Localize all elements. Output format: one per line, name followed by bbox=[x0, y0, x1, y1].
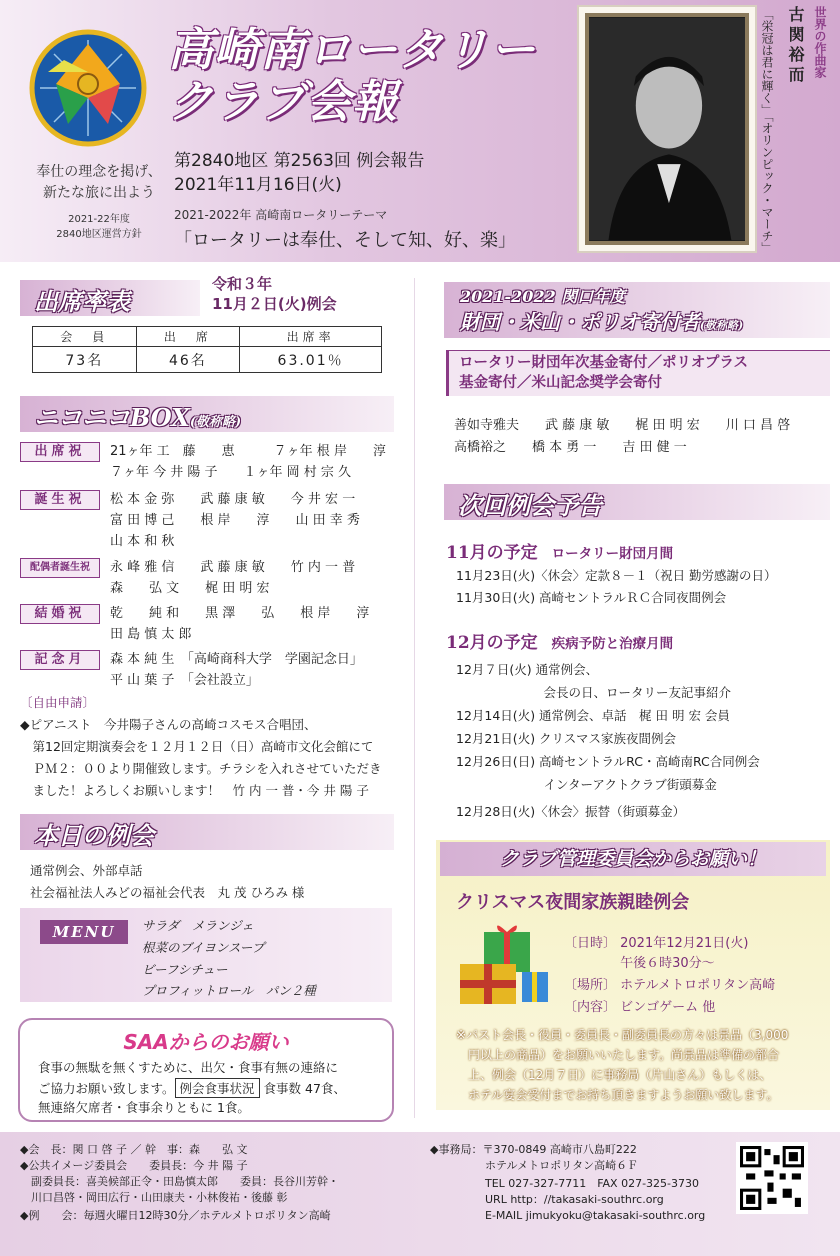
column-divider bbox=[414, 278, 415, 1118]
donor-list: 高橋裕之 橋 本 勇 一 吉 田 健 一 bbox=[454, 440, 687, 455]
category-tag: 記念月 bbox=[20, 650, 100, 670]
request-note: 円以上の商品）をお願いいたします。尚景品は準備の都合 bbox=[456, 1048, 780, 1062]
attendance-date-line: 令和３年 bbox=[212, 275, 273, 293]
footer-line: ◆公共イメージ委員会 委員長：今 井 陽 子 bbox=[20, 1159, 248, 1172]
composer-portrait bbox=[577, 5, 757, 253]
table-header: 出 席 bbox=[136, 327, 240, 347]
category-tag: 結婚祝 bbox=[20, 604, 100, 624]
today-line: 通常例会、外部卓話 bbox=[30, 863, 143, 878]
report-number: 第2840地区 第2563回 例会報告 bbox=[174, 151, 425, 171]
event-place: 〔場所〕 ホテルメトロポリタン高崎 bbox=[564, 978, 776, 993]
category-tag: 配偶者誕生祝 bbox=[20, 558, 100, 578]
report-date: 2021年11月16日(火) bbox=[174, 175, 342, 195]
saa-title: SAAからのお願い bbox=[123, 1030, 289, 1054]
foundation-box-line: 基金寄付／米山記念奨学会寄付 bbox=[459, 375, 662, 391]
foundation-title: 2021-2022 関口年度 bbox=[460, 287, 626, 306]
list-item: 平 山 葉 子 「会社設立」 bbox=[110, 673, 259, 688]
schedule-item: 11月30日(火) 高崎セントラルＲＣ合同夜間例会 bbox=[456, 590, 727, 605]
title-line: 高崎南ロータリー bbox=[168, 23, 537, 76]
list-item: 田 島 慎 太 郎 bbox=[110, 627, 192, 642]
attendance-date-line: 11月２日(火)例会 bbox=[212, 295, 337, 313]
list-item: 富 田 博 己 根 岸 淳 山 田 幸 秀 bbox=[110, 513, 360, 528]
self-request-line: ました！よろしくお願いします！ 竹 内 一 普・今 井 陽 子 bbox=[20, 783, 369, 798]
self-request-line: 第12回定期演奏会を１２月１２日（日）高崎市文化会館にて bbox=[20, 739, 374, 754]
next-header bbox=[444, 484, 830, 520]
qr-code-pattern bbox=[740, 1146, 804, 1210]
month-title: 11月の予定 bbox=[446, 543, 538, 563]
header bbox=[0, 0, 840, 262]
footer-line: 副委員長：喜美候部正令・田島慎太郎 委員：長谷川芳幹・ bbox=[20, 1175, 339, 1188]
menu-box bbox=[20, 908, 392, 1002]
category-tag: 誕生祝 bbox=[20, 490, 100, 510]
self-request-line: ＰＭ２：００より開催致します。チラシを入れさせていただき bbox=[20, 761, 382, 776]
request-note: 上、例会（12月７日）に事務局（片山さん）もしくは、 bbox=[456, 1068, 772, 1082]
footer-line: TEL 027-327-7711 FAX 027-325-3730 bbox=[430, 1177, 700, 1190]
table-row bbox=[33, 347, 382, 373]
schedule-item: 12月14日(火) 通常例会、卓話 梶 田 明 宏 会員 bbox=[456, 708, 730, 723]
list-item: 永 峰 雅 信 武 藤 康 敏 竹 内 一 普 bbox=[110, 560, 356, 575]
page-title bbox=[168, 24, 536, 128]
event-content: 〔内容〕 ビンゴゲーム 他 bbox=[564, 1000, 716, 1015]
footer-line: ◆例 会：毎週火曜日12時30分／ホテルメトロポリタン高崎 bbox=[20, 1209, 331, 1222]
schedule-item: 11月23日(火)〈休会〉定款８－１（祝日 勤労感謝の日） bbox=[456, 568, 777, 583]
foundation-box bbox=[446, 350, 830, 396]
attendance-header bbox=[20, 280, 200, 316]
attendance-table bbox=[32, 326, 382, 373]
table-cell: 63.01％ bbox=[240, 347, 382, 373]
next-title: 次回例会予告 bbox=[458, 491, 602, 520]
list-item: 乾 純 和 黒 澤 弘 根 岸 淳 bbox=[110, 606, 370, 621]
footer-line: ◆事務局：〒370-0849 高崎市八島町222 bbox=[430, 1143, 637, 1156]
table-header: 会 員 bbox=[33, 327, 137, 347]
event-date: 〔日時〕 2021年12月21日(火) bbox=[564, 936, 749, 951]
title-line: クラブ会報 bbox=[168, 75, 399, 128]
footer-line: E-MAIL jimukyoku@takasaki-southrc.org bbox=[430, 1209, 706, 1222]
composer-works bbox=[760, 8, 774, 254]
motto-line: 奉仕の理念を掲げ、 bbox=[36, 164, 162, 180]
theme: 「ロータリーは奉仕、そして知、好、楽」 bbox=[174, 230, 516, 251]
footer-line: ホテルメトロポリタン高崎６Ｆ bbox=[430, 1159, 639, 1172]
table-cell: 73名 bbox=[33, 347, 137, 373]
footer-line: 川口昌啓・岡田広行・山田康夫・小林俊祐・後藤 彰 bbox=[20, 1191, 288, 1204]
list-item: 森 本 純 生 「高崎商科大学 学園記念日」 bbox=[110, 652, 363, 667]
composer-work: 「栄冠は君に輝く」 bbox=[760, 8, 774, 116]
gift-box-icon bbox=[454, 922, 554, 1008]
schedule-item: 12月７日(火) 通常例会、 bbox=[456, 662, 599, 677]
saa-box bbox=[18, 1018, 394, 1122]
list-item: 森 弘 文 梶 田 明 宏 bbox=[110, 581, 270, 596]
list-item: ７ヶ年 今 井 陽 子 １ヶ年 岡 村 宗 久 bbox=[110, 465, 352, 480]
meal-status-box: 例会食事状況 bbox=[175, 1078, 260, 1098]
request-subtitle: クリスマス夜間家族親睦例会 bbox=[456, 892, 690, 913]
saa-line: 無連絡欠席者・食事余りともに 1食。 bbox=[38, 1100, 250, 1115]
menu-item: プロフィットロール パン２種 bbox=[142, 983, 316, 998]
saa-line bbox=[38, 1078, 346, 1098]
foundation-header bbox=[444, 282, 830, 338]
today-header bbox=[20, 814, 394, 850]
month-theme: ロータリー財団月間 bbox=[551, 546, 674, 562]
december-heading bbox=[446, 628, 673, 653]
table-header: 出席率 bbox=[240, 327, 382, 347]
month-theme: 疾病予防と治療月間 bbox=[551, 636, 674, 652]
niko-header bbox=[20, 396, 394, 432]
saa-line: 食事の無駄を無くすために、出欠・食事有無の連絡に bbox=[38, 1060, 339, 1075]
person-silhouette-icon bbox=[589, 17, 745, 241]
request-note: ホテル宴会受付までお持ち頂きますようお願い致します。 bbox=[456, 1088, 779, 1102]
niko-title-text: ニコニコBOX bbox=[34, 403, 190, 432]
donor-list: 善如寺雅夫 武 藤 康 敏 梶 田 明 宏 川 口 昌 啓 bbox=[454, 418, 791, 433]
menu-item: 根菜のブイヨンスープ bbox=[142, 940, 265, 955]
motto-line: 新たな旅に出よう bbox=[43, 185, 155, 201]
schedule-item: 12月26日(日) 高崎セントラルRC・高崎南RC合同例会 bbox=[456, 754, 760, 769]
niko-title bbox=[34, 398, 241, 433]
theme-label: 2021-2022年 高崎南ロータリーテーマ bbox=[174, 208, 388, 222]
foundation-box-line: ロータリー財団年次基金寄付／ポリオプラス bbox=[459, 355, 748, 371]
november-heading bbox=[446, 538, 673, 563]
table-cell: 46名 bbox=[136, 347, 240, 373]
footer-line: ◆会 長：関 口 啓 子 ／ 幹 事：森 弘 文 bbox=[20, 1143, 248, 1156]
attendance-title: 出席率表 bbox=[34, 287, 130, 316]
motto-sub bbox=[14, 212, 184, 242]
list-item: 山 本 和 秋 bbox=[110, 534, 175, 549]
request-note: ※パスト会長・役員・委員長・副委員長の方々は景品（3,000 bbox=[456, 1028, 789, 1042]
foundation-subtitle bbox=[460, 306, 743, 335]
menu-item: サラダ メランジェ bbox=[142, 918, 254, 933]
saa-text: 食事数 47食、 bbox=[263, 1081, 346, 1096]
self-request-line: ◆ピアニスト 今井陽子さんの高崎コスモス合唱団、 bbox=[20, 717, 317, 732]
saa-text: ご協力お願い致します。 bbox=[38, 1081, 175, 1096]
list-item: 21ヶ年 工 藤 恵 ７ヶ年 根 岸 淳 bbox=[110, 444, 386, 459]
schedule-item: 12月21日(火) クリスマス家族夜間例会 bbox=[456, 731, 677, 746]
composer-name: 古関裕而 bbox=[786, 6, 805, 86]
portrait-photo bbox=[585, 13, 749, 245]
event-time: 午後６時30分～ bbox=[564, 956, 715, 971]
today-title: 本日の例会 bbox=[34, 821, 154, 850]
qr-code-icon bbox=[736, 1142, 808, 1214]
composer-tag: 世界の作曲家 bbox=[813, 6, 827, 78]
schedule-item: 会長の日、ロータリー友記事紹介 bbox=[456, 685, 732, 700]
month-title: 12月の予定 bbox=[446, 633, 538, 653]
motto-sub-line: 2840地区運営方針 bbox=[56, 229, 142, 240]
motto bbox=[14, 162, 184, 204]
request-title: クラブ管理委員会からお願い！ bbox=[440, 842, 826, 876]
schedule-item: インターアクトクラブ街頭募金 bbox=[456, 777, 717, 792]
niko-title-suffix: (敬称略) bbox=[189, 415, 242, 430]
category-tag: 出席祝 bbox=[20, 442, 100, 462]
attendance-date bbox=[212, 274, 337, 314]
menu-label: MENU bbox=[40, 920, 128, 944]
footer bbox=[0, 1132, 840, 1256]
self-request-label: 〔自由申請〕 bbox=[20, 695, 96, 710]
rotary-crane-logo-icon bbox=[24, 24, 152, 152]
composer-work: 「オリンピック・マーチ」 bbox=[760, 116, 774, 254]
request-panel bbox=[436, 840, 830, 1110]
footer-line: URL http：//takasaki-southrc.org bbox=[430, 1193, 664, 1206]
today-line: 社会福祉法人みどの福祉会代表 丸 茂 ひろみ 様 bbox=[30, 885, 305, 900]
table-header-row bbox=[33, 327, 382, 347]
schedule-item: 12月28日(火)〈休会〉振替（街頭募金） bbox=[456, 804, 686, 819]
menu-item: ビーフシチュー bbox=[142, 962, 228, 977]
list-item: 松 本 金 弥 武 藤 康 敏 今 井 宏 一 bbox=[110, 492, 356, 507]
motto-sub-line: 2021-22年度 bbox=[68, 214, 130, 225]
foundation-subtitle-suffix: (敬称略) bbox=[699, 319, 744, 332]
foundation-subtitle-text: 財団・米山・ポリオ寄付者 bbox=[460, 310, 700, 334]
